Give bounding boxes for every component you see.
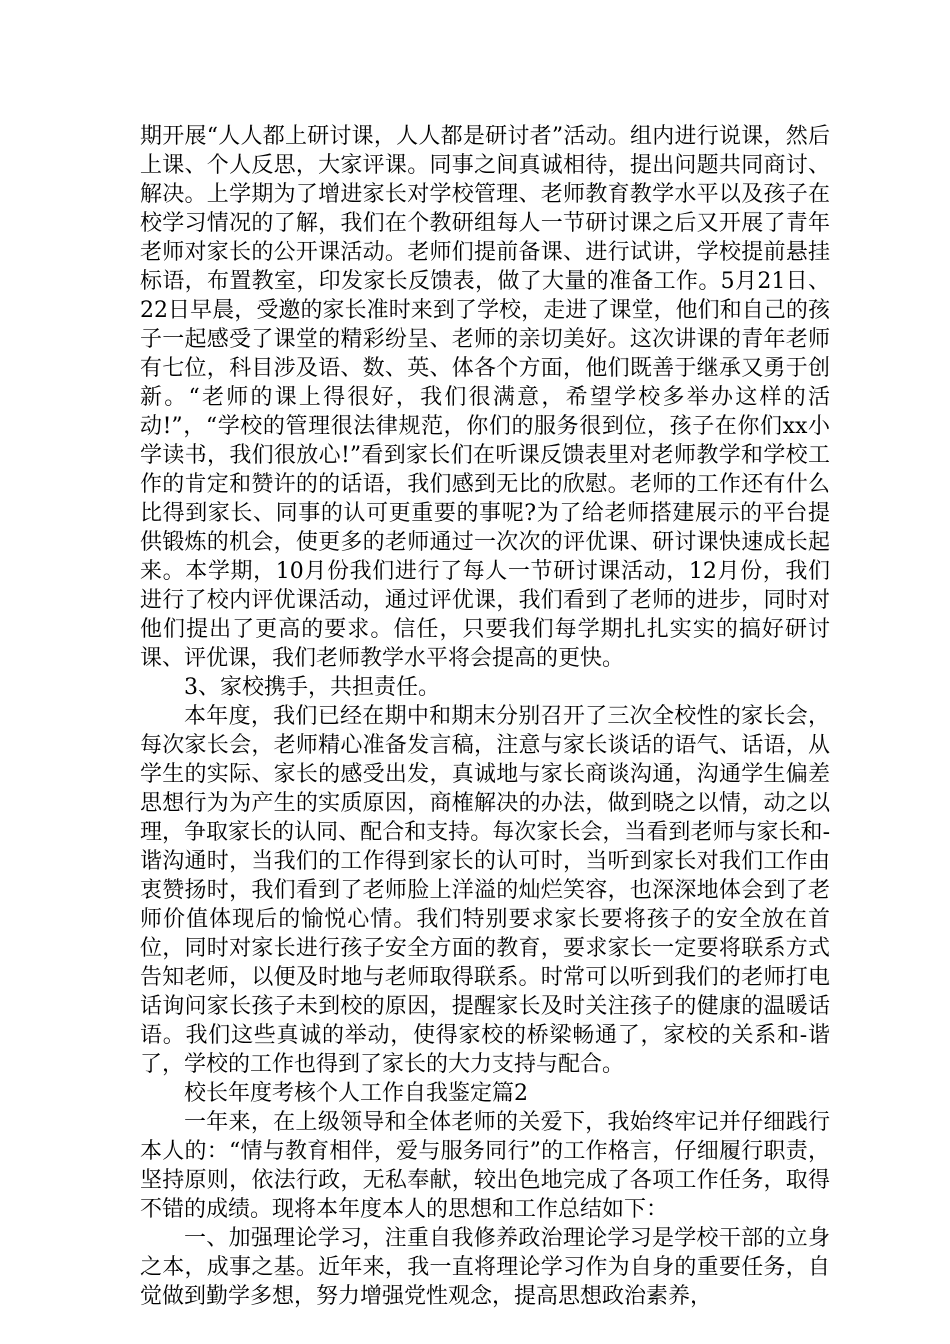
body-paragraph-continued: 期开展“人人都上研讨课，人人都是研讨者”活动。组内进行说课，然后上课、个人反思，大家评课。同事之间真诚相待，提出问题共同商讨、解决。上学期为了增进家长对学校管理、老师教育教学水平以及孩子在校学习情况的了解，我们在个教研组每人一节研讨课之后又开展了青年老师对家长的公开课活动。老师们提前备课、进行试讲，学校提前悬挂标语，布置教室，印发家长反馈表，做了大量的准备工作。5月21日、22日早晨，受邀的家长准时来到了学校，走进了课堂，他们和自己的孩子一起感受了课堂的精彩纷呈、老师的亲切美好。这次讲课的青年老师有七位，科目涉及语、数、英、体各个方面，他们既善于继承又勇于创新。“老师的课上得很好，我们很满意，希望学校多举办这样的活动!”，“学校的管理很法律规范，你们的服务很到位，孩子在你们xx小学读书，我们很放心!”看到家长们在听课反馈表里对老师教学和学校工作的肯定和赞许的的话语，我们感到无比的欣慰。老师的工作还有什么比得到家长、同事的认可更重要的事呢?为了给老师搭建展示的平台提供锻炼的机会，使更多的老师通过一次次的评优课、研讨课快速成长起来。本学期，10月份我们进行了每人一节研讨课活动，12月份，我们进行了校内评优课活动，通过评优课，我们看到了老师的进步，同时对他们提出了更高的要求。信任，只要我们每学期扎扎实实的搞好研讨课、评优课，我们老师教学水平将会提高的更快。 [140, 124, 830, 671]
article-title-part-2: 校长年度考核个人工作自我鉴定篇2 [184, 1081, 528, 1106]
body-paragraph-intro: 一年来，在上级领导和全体老师的关爱下，我始终牢记并仔细践行本人的：“情与教育相伴，爱与服务同行”的工作格言，仔细履行职责，坚持原则，依法行政，无私奉献，较出色地完成了各项工作任务，取得不错的成绩。现将本年度本人的思想和工作总结如下： [140, 1110, 830, 1222]
document-page [140, 122, 830, 1311]
body-paragraph-theory-study: 一、加强理论学习，注重自我修养政治理论学习是学校干部的立身之本，成事之基。近年来，我一直将理论学习作为自身的重要任务，自觉做到勤学多想，努力增强党性观念，提高思想政治素养， [140, 1226, 830, 1309]
section-heading-home-school: 3、家校携手，共担责任。 [184, 675, 440, 700]
body-paragraph-parent-meetings: 本年度，我们已经在期中和期末分别召开了三次全校性的家长会，每次家长会，老师精心准备发言稿，注意与家长谈话的语气、话语，从学生的实际、家长的感受出发，真诚地与家长商谈沟通，沟通学生偏差思想行为为产生的实质原因，商榷解决的办法，做到晓之以情，动之以理，争取家长的认同、配合和支持。每次家长会，当看到老师与家长和-谐沟通时，当我们的工作得到家长的认可时，当听到家长对我们工作由衷赞扬时，我们看到了老师脸上洋溢的灿烂笑容，也深深地体会到了老师价值体现后的愉悦心情。我们特别要求家长要将孩子的安全放在首位，同时对家长进行孩子安全方面的教育，要求家长一定要将联系方式告知老师，以便及时地与老师取得联系。时常可以听到我们的老师打电话询问家长孩子未到校的原因，提醒家长及时关注孩子的健康的温暖话语。我们这些真诚的举动，使得家校的桥梁畅通了，家校的关系和-谐了，学校的工作也得到了家长的大力支持与配合。 [140, 704, 830, 1077]
